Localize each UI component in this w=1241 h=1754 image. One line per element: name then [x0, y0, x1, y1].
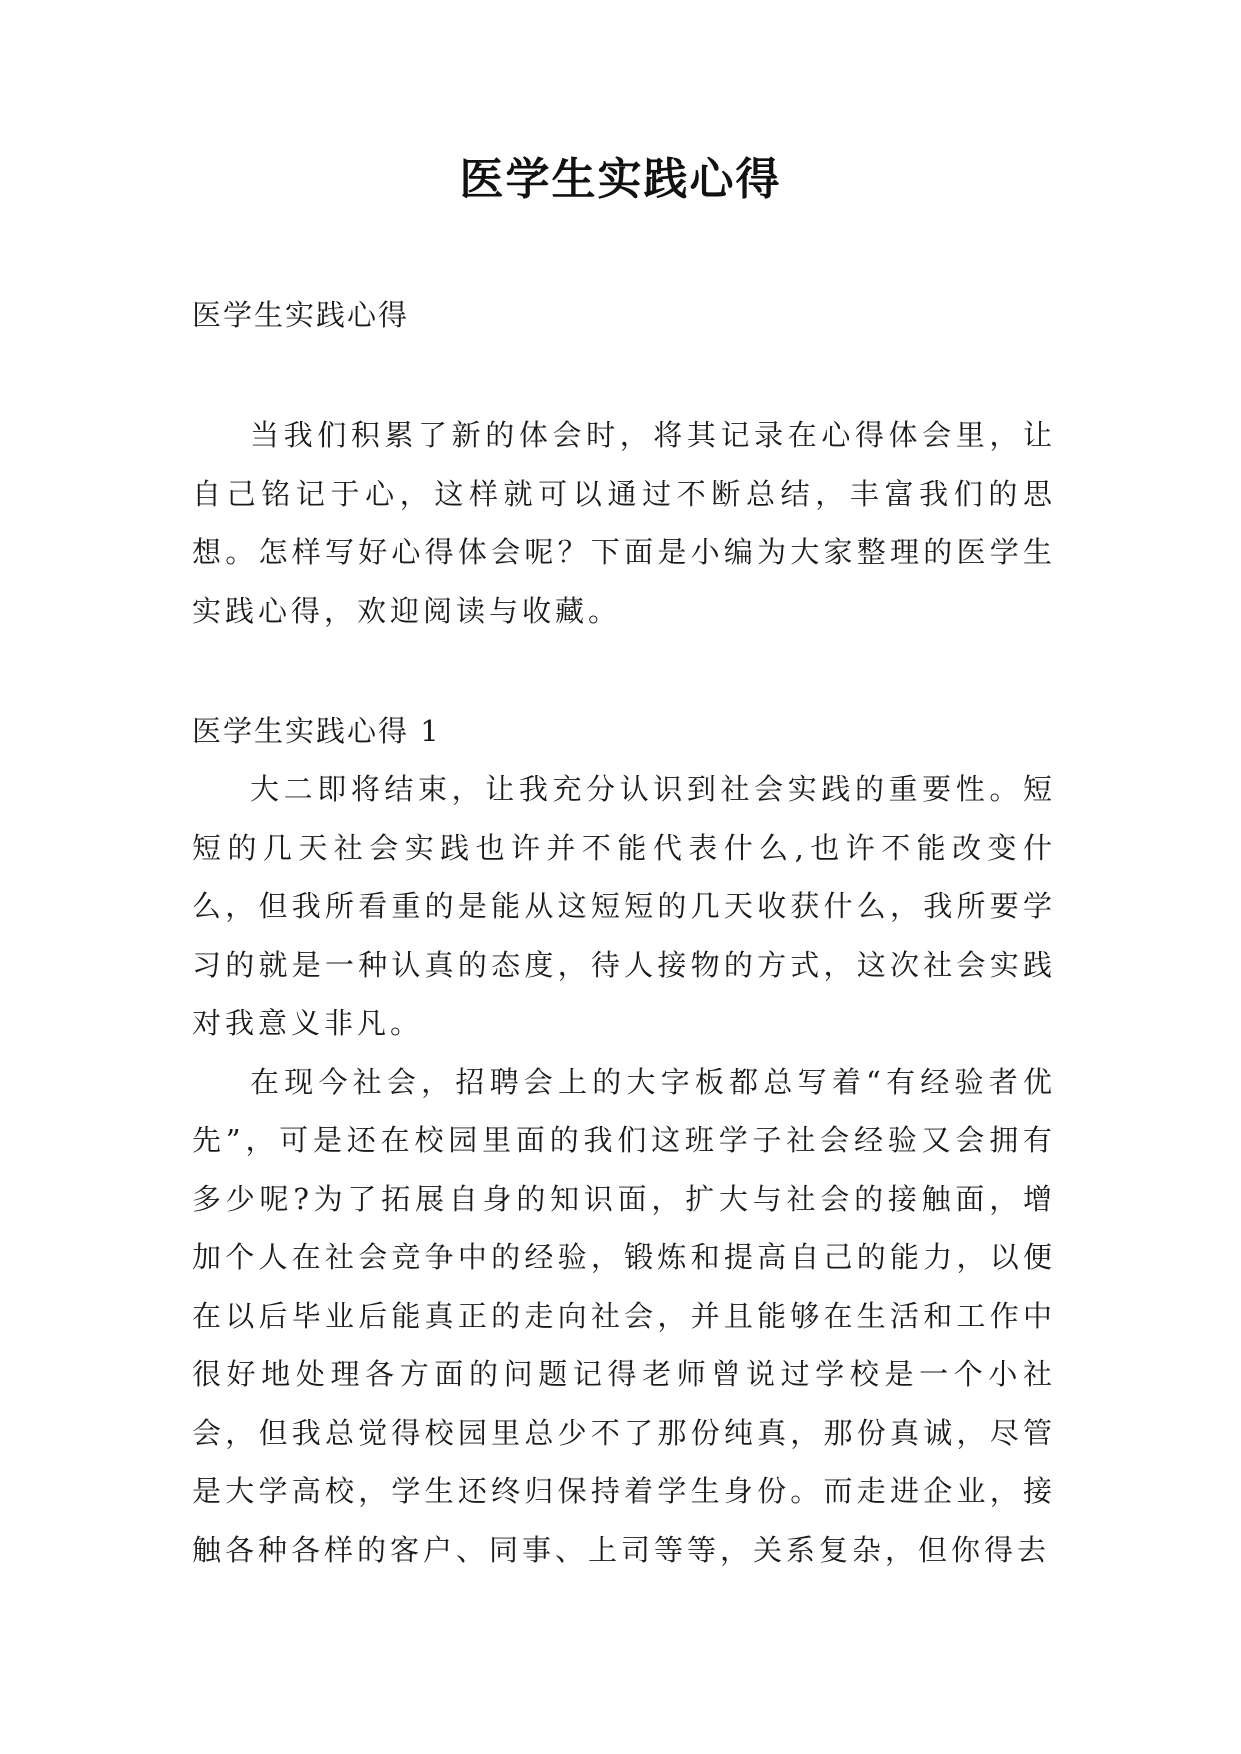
document-title: 医学生实践心得	[459, 154, 782, 205]
intro-paragraph: 当我们积累了新的体会时，将其记录在心得体会里，让自己铭记于心，这样就可以通过不断总结，丰富我们的思想。怎样写好心得体会呢？下面是小编为大家整理的医学生实践心得，欢迎阅读与收藏。	[192, 418, 1056, 628]
body-paragraph-1: 大二即将结束，让我充分认识到社会实践的重要性。短短的几天社会实践也许并不能代表什么,也许不能改变什么，但我所看重的是能从这短短的几天收获什么，我所要学习的就是一种认真的态度，待人接物的方式，这次社会实践对我意义非凡。	[192, 772, 1056, 1040]
body-paragraph-2: 在现今社会，招聘会上的大字板都总写着“有经验者优先”，可是还在校园里面的我们这班学子社会经验又会拥有多少呢?为了拓展自身的知识面，扩大与社会的接触面，增加个人在社会竞争中的经验，锻炼和提高自己的能力，以便在以后毕业后能真正的走向社会，并且能够在生活和工作中很好地处理各方面的问题记得老师曾说过学校是一个小社会，但我总觉得校园里总少不了那份纯真，那份真诚，尽管是大学高校，学生还终归保持着学生身份。而走进企业，接触各种各样的客户、同事、上司等等，关系复杂，但你得去	[192, 1064, 1056, 1567]
document-body	[192, 286, 1056, 1579]
document-subtitle: 医学生实践心得	[192, 298, 410, 332]
section-heading: 医学生实践心得 1	[192, 714, 441, 748]
